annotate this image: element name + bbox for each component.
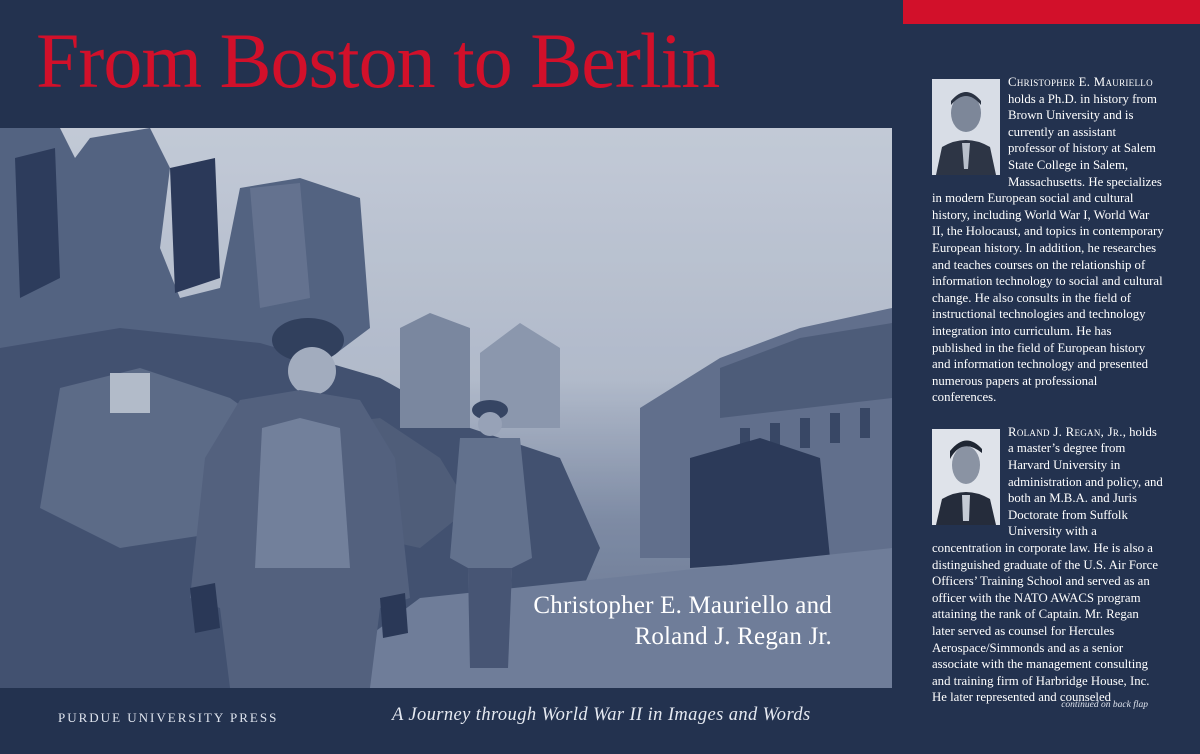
portrait-image (932, 429, 1000, 525)
publisher-name: PURDUE UNIVERSITY PRESS (58, 710, 279, 725)
book-title: From Boston to Berlin (36, 17, 720, 104)
bio-text: , holds a master’s degree from Harvard University in administration and policy, and both an M.B.A. and Juris Doctorate from Suffolk University with a concentration in corporate law. He is also a distinguished graduate of the U.S. Air Force Officers’ Training School and served as an officer with the NATO AWACS program attaining the rank of Captain. Mr. Regan later served as counsel for Hercules Aerospace/Simmonds and as a senior associate with the management consulting and training firm of Harbridge House, Inc. He later represented and counseled (932, 424, 1163, 705)
author-portrait (932, 429, 1000, 525)
author-portrait (932, 79, 1000, 175)
bio-text: holds a Ph.D. in history from Brown University and is currently an assistant professor of history at Salem State College in Salem, Massachusetts. He specializes in modern European social and cultural history, including World War I, World War II, the Holocaust, and topics in contemporary European history. In addition, he researches and teaches courses on the relationship of information technology to social and cultural change. He also consults in the field of instructional technologies and technology integration into curriculum. He has published in the field of European history and information technology and presented numerous papers at professional conferences. (932, 91, 1164, 405)
author-credit-line1: Christopher E. Mauriello and (533, 592, 832, 619)
accent-bar (903, 0, 1200, 24)
author-credit (533, 590, 832, 652)
bio-mauriello (932, 74, 1164, 406)
continued-note: continued on back flap (1061, 700, 1148, 710)
portrait-image (932, 79, 1000, 175)
cover-photo (0, 128, 892, 688)
book-subtitle: A Journey through World War II in Images and Words (392, 705, 811, 725)
author-credit-line2: Roland J. Regan Jr. (634, 623, 832, 650)
bio-name: Roland J. Regan, Jr. (1008, 424, 1123, 439)
bio-name: Christopher E. Mauriello (1008, 75, 1153, 89)
author-bios (932, 74, 1164, 706)
bio-regan (932, 424, 1164, 706)
